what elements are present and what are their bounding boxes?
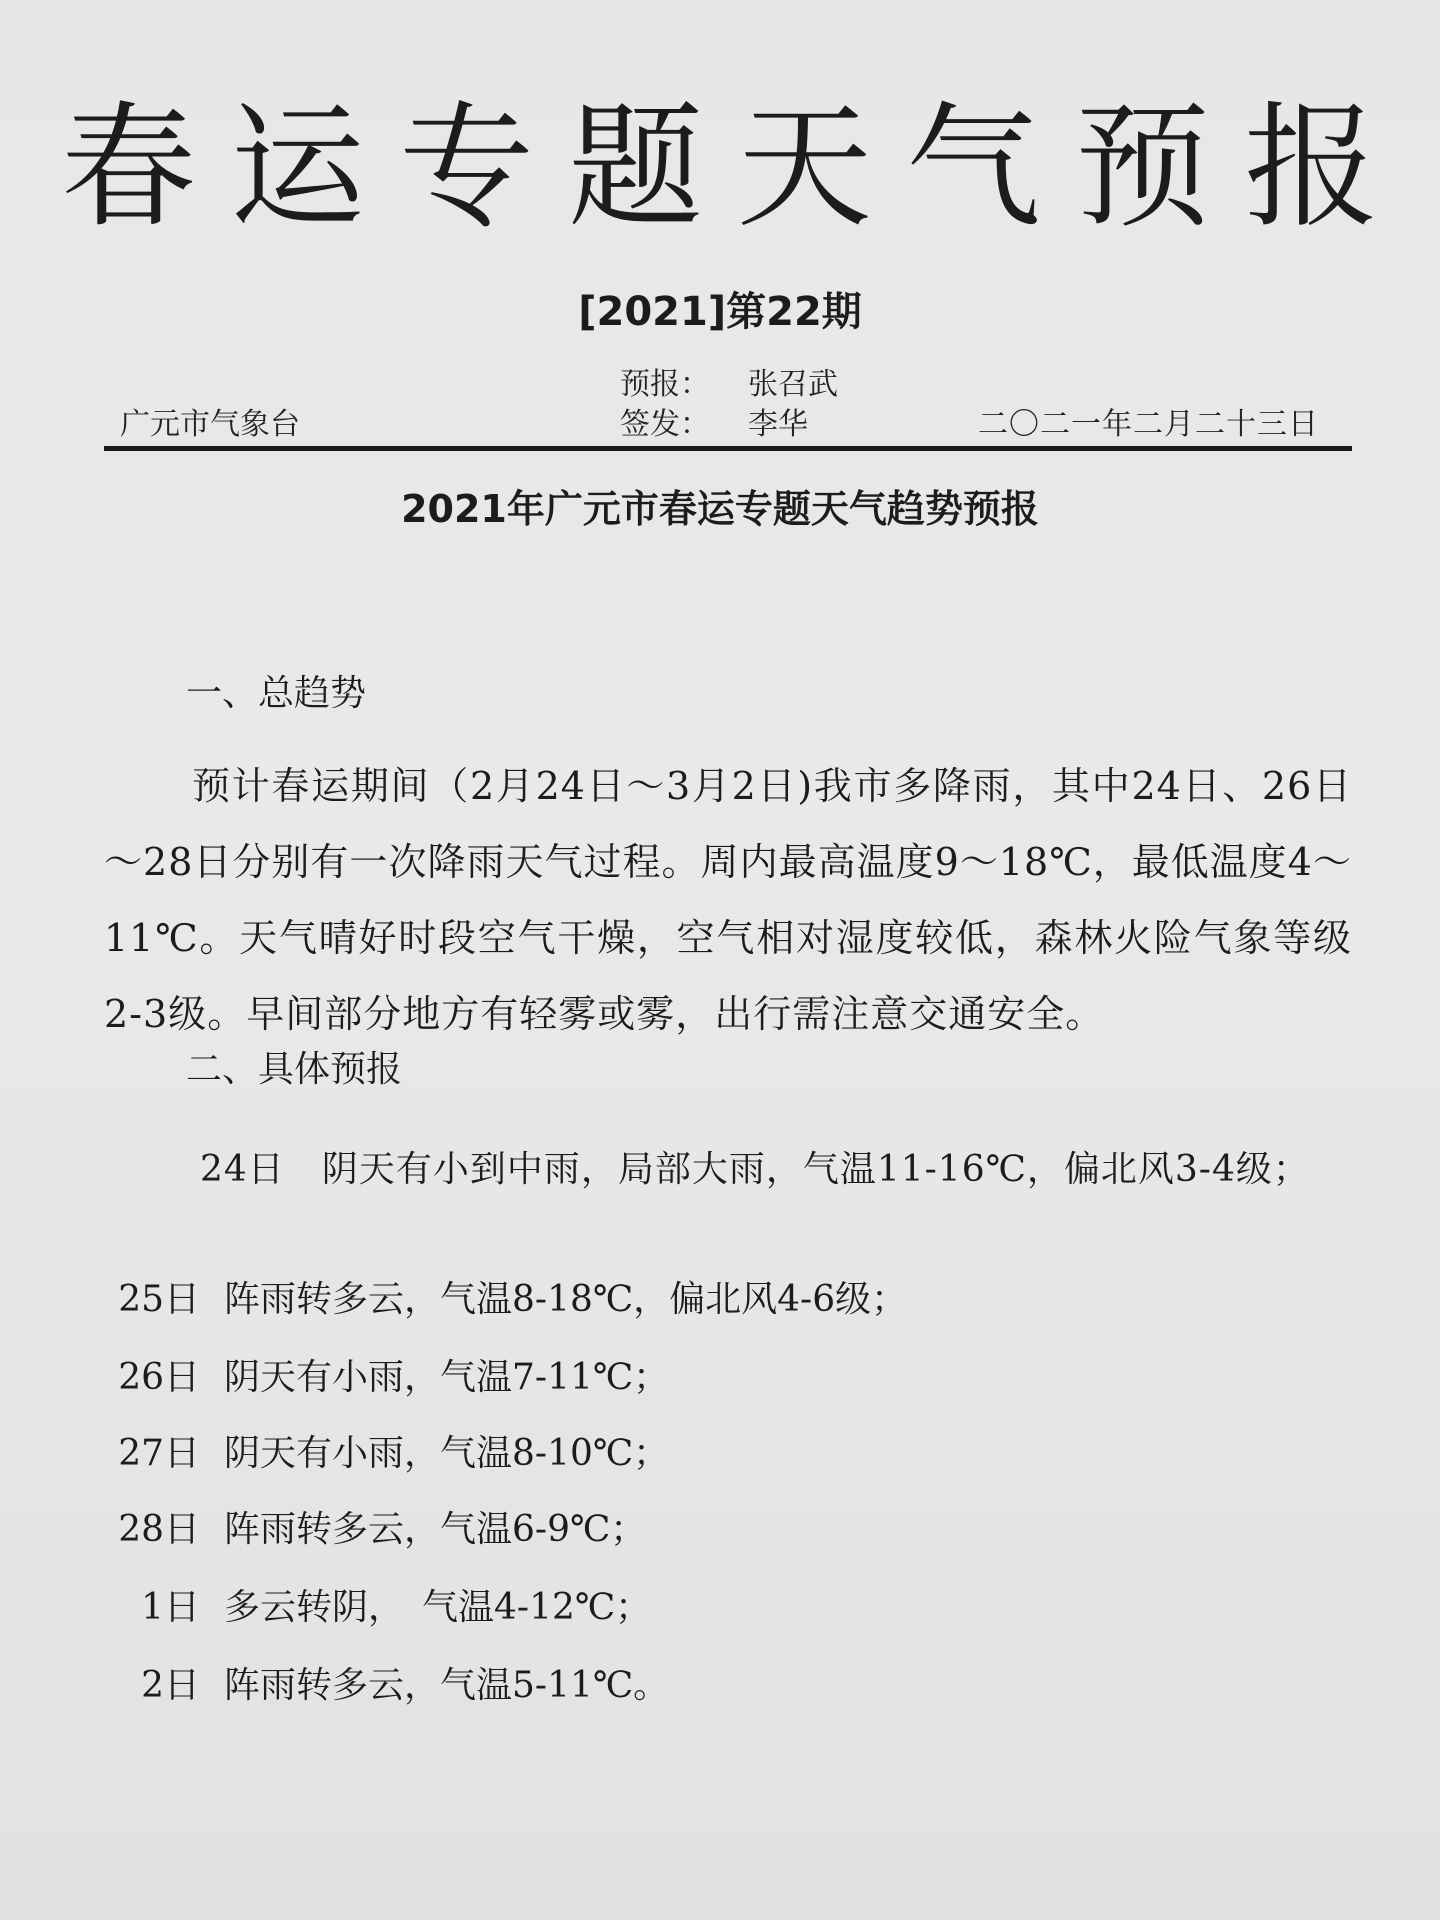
- document-title: 2021年广元市春运专题天气趋势预报: [401, 487, 1039, 531]
- header-divider: [104, 446, 1352, 451]
- forecast-day: 28日: [118, 1509, 200, 1550]
- forecast-text: 阴天有小雨，气温7-11℃；: [224, 1357, 670, 1398]
- issuer-label: 签发：: [620, 407, 710, 442]
- forecast-text: 阵雨转多云，气温8-18℃，偏北风4-6级；: [224, 1279, 908, 1320]
- forecaster-name: 张召武: [748, 367, 838, 402]
- forecast-text: 阵雨转多云，气温5-11℃。: [224, 1665, 670, 1706]
- forecast-day: 1日: [141, 1587, 200, 1628]
- forecast-text: 阴天有小到中雨，局部大雨，气温11-16℃，偏北风3-4级；: [321, 1149, 1310, 1190]
- forecast-text: 多云转阴， 气温4-12℃；: [224, 1587, 652, 1628]
- issue-date: 二〇二一年二月二十三日: [978, 407, 1319, 442]
- department-name: 广元市气象台: [120, 407, 300, 442]
- forecast-row-27: [104, 1433, 670, 1474]
- issue-number: [2021]第22期: [578, 289, 862, 335]
- forecast-day: 25日: [118, 1279, 200, 1320]
- forecast-row-25: [104, 1279, 908, 1320]
- forecast-text: 阵雨转多云，气温6-9℃；: [224, 1509, 647, 1550]
- forecast-row-1: [104, 1587, 652, 1628]
- masthead-title: 春运专题天气预报: [61, 89, 1413, 246]
- issuer-name: 李华: [748, 407, 808, 442]
- section-heading-overview: 一、总趋势: [186, 673, 367, 714]
- forecast-row-2: [104, 1665, 670, 1706]
- forecast-day: 27日: [118, 1433, 200, 1474]
- forecast-day: 2日: [141, 1665, 200, 1706]
- forecaster-label: 预报：: [620, 367, 710, 402]
- forecast-day: 26日: [118, 1357, 200, 1398]
- overview-paragraph: 预计春运期间（2月24日～3月2日)我市多降雨，其中24日、26日～28日分别有一次降雨天气过程。周内最高温度9～18℃，最低温度4～11℃。天气晴好时段空气干燥，空气相对湿度较低，森林火险气象等级2-3级。早间部分地方有轻雾或雾，出行需注意交通安全。: [104, 764, 1352, 1036]
- forecast-day: 24日: [200, 1149, 285, 1190]
- forecast-row-28: [104, 1509, 647, 1550]
- forecast-text: 阴天有小雨，气温8-10℃；: [224, 1433, 670, 1474]
- forecast-row-24: [104, 1130, 1352, 1210]
- forecast-row-26: [104, 1357, 670, 1398]
- section-heading-detail: 二、具体预报: [186, 1049, 403, 1090]
